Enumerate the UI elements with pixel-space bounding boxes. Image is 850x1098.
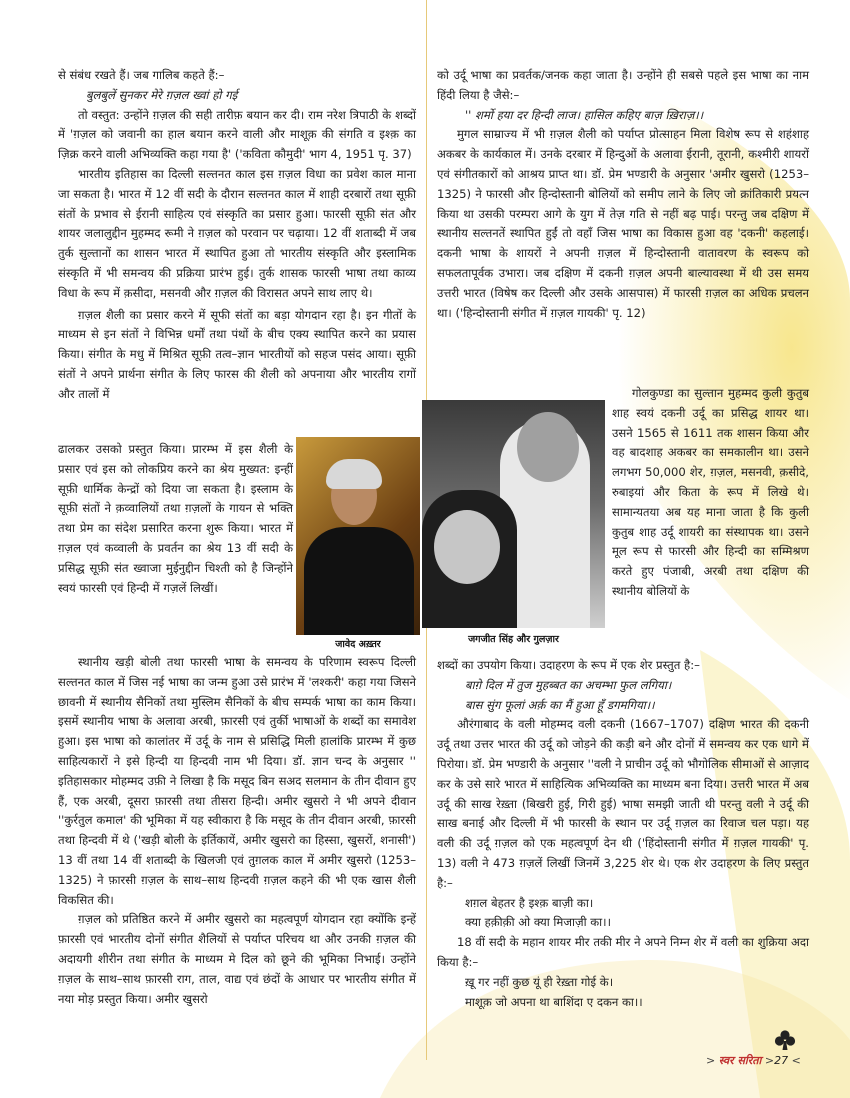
photo-hair xyxy=(326,459,382,489)
right-paragraph-3: गोलकुण्डा का सुल्तान मुहम्मद कुली कुतुब शाह स्वयं दकनी उर्दू का प्रसिद्ध शायर था। उसने 1565 से 1611 तक शासन किया और वह बादशाह अकबर का समकालीन था। उसने लगभग 50,000 शेर, ग़ज़ल, मसनवी, क़सीदे, रुबाइयां और किता के रूप में लिखे थे। सामान्यतया अब यह माना जाता है कि कुली कुतुब शाह उर्दू शायरी का संस्थापक था। उसने मूल रूप से फारसी और हिन्दी का सम्मिश्रण करते हुए पंजाबी, अरबी तथा दक्षिण की स्थानीय बोलियों के xyxy=(612,386,809,598)
right-column-narrow xyxy=(612,384,809,602)
photo-caption-gulzar: जगजीत सिंह और गुलज़ार xyxy=(468,634,559,645)
footer-separator: > xyxy=(761,1054,775,1067)
page-number: 27 xyxy=(774,1054,789,1067)
left-paragraph-4: ग़ज़ल शैली का प्रसार करने में सूफी संतों का बड़ा योगदान रहा है। इन गीतों के माध्यम से इन संतों ने विभिन्न धर्मों तथा पंथों के बीच एक्य स्थापित करने का प्रयास किया। संगीत के मधु में मिश्रित सूफ़ी तत्व–ज्ञान भारतीयों को सहज पसंद आया। सूफ़ी संतों ने अपने प्रार्थना संगीत के लिए फारस की शैली को अपनाया और भारतीय रागों और तालों में xyxy=(58,307,416,401)
right-paragraph-3b: शब्दों का उपयोग किया। उदाहरण के रूप में एक शेर प्रस्तुत है:– xyxy=(437,658,700,672)
left-paragraph-5: स्थानीय खड़ी बोली तथा फारसी भाषा के समन्वय के परिणाम स्वरूप दिल्ली सल्तनत काल में जिस नई भाषा का जन्म हुआ उसे प्रारंभ में 'लश्करी' कहा गया जिसने छावनी में स्थानीय सैनिकों तथा मुस्लिम सैनिकों के बीच सम्पर्क भाषा का काम किया। इसमें स्थानीय भाषा के अलावा अरबी, फ़ारसी एवं तुर्की भाषाओं के शब्दों का समावेश हुआ। इस भाषा को कालांतर में उर्दू के नाम से प्रसिद्धि मिली हालांकि प्रारम्भ में कुछ साहित्यकारों ने इसे हिन्दी या हिन्दवी नाम भी दिया। डॉ. ज्ञान चन्द के अनुसार '' इतिहासकार मोहम्मद उफ़ी ने लिखा है कि मसूद बिन सअद सलमान के तीन दीवान हुए हैं, एक अरबी, दूसरा फ़ारसी तथा तीसरा हिन्दी। अमीर खुसरो ने भी अपने दीवान ''कुर्रतुल कमाल' की भूमिका में यह स्वीकारा है कि मसूद के तीन दीवान अरबी, फ़ारसी तथा हिन्दवी में थे ('खड़ी बोली के इर्तिकायें, अमीर खुसरो का हिस्सा, खुसरों, शनासी') 13 वीं तथा 14 वीं शताब्दी के खिलजी एवं तुग़लक काल में अमीर खुसरो (1253–1325) ने फ़ारसी ग़ज़ल के साथ–साथ हिन्दवी ग़ज़ल कहने की भी एक खास शैली विकसित की। xyxy=(58,655,416,907)
right-column-top xyxy=(437,66,809,323)
left-paragraph-3: भारतीय इतिहास का दिल्ली सल्तनत काल इस ग़ज़ल विधा का प्रवेश काल माना जा सकता है। भारत में 12 वीं सदी के दौरान सल्तनत काल में शाही दरबारों तथा सूफ़ी संतों के प्रभाव से ईरानी साहित्य एवं संस्कृति का प्रसार हुआ। फारसी सूफ़ी संत और शायर जलालुद्दीन मुहम्मद रूमी ने ग़ज़ल को परवान पर चढ़ाया। 12 वीं शताब्दी में जब तुर्क सुल्तानों का शासन भारत में स्थापित हुआ तो भारतीय संस्कृति और इस्लामिक संस्कृति में भी समन्वय की प्रक्रिया प्रारंभ हुई। तुर्क शासक फारसी भाषा तथा काव्य विधा के रूप में क़सीदा, मसनवी और ग़ज़ल की विरासत अपने साथ लाए थे। xyxy=(58,166,416,300)
photo-caption-javed: जावेद अख़्तर xyxy=(335,639,381,650)
left-paragraph-2: तो वस्तुत: उन्होंने ग़ज़ल की सही तारीफ़ बयान कर दी। राम नरेश त्रिपाठी के शब्दों में 'ग़ज़ल को जवानी का हाल बयान करने वाली और माशूक़ की संगति व इश्क़ का ज़िक्र करने वाली अभिव्यक्ति कहा गया है' ('कविता कौमुदी' भाग 4, 1951 पृ. 37) xyxy=(58,107,416,162)
club-icon xyxy=(774,1029,796,1051)
photo-figure xyxy=(304,527,414,635)
footer-suffix: < xyxy=(788,1054,801,1067)
right-paragraph-4: औरंगाबाद के वली मोहम्मद वली दकनी (1667–1707) दक्षिण भारत की दकनी उर्दू तथा उत्तर भारत की उर्दू को जोड़ने की कड़ी बने और दोनों में समन्वय कर एक धागे में पिरोया। डॉ. प्रेम भण्डारी के अनुसार ''वली ने प्राचीन उर्दू को भौगोलिक सीमाओं से आज़ाद कर के उसे सारे भारत में साहित्यिक अभिव्यक्ति का माध्यम बना दिया। उत्तरी भारत में अब उर्दू की साख रेख़्ता (बिखरी हुई, गिरी हुई) भाषा समझी जाती थी परन्तु वली ने उर्दू की साख बनाई और दिल्ली में भी फारसी के स्थान पर उर्दू ग़ज़ल का रिवाज चल पड़ा। यह वली की उर्दू ग़ज़ल को एक महत्वपूर्ण देन थी ('हिंदोस्तानी संगीत में ग़ज़ल गायकी' पृ. 13) वली ने 473 ग़ज़लें लिखीं जिनमें 3,225 शेर थे। एक शेर उदाहरण के लिए प्रस्तुत है:– xyxy=(437,717,809,890)
right-verse-3a: ख़ू गर नहीं कुछ यूं ही रेख़्ता गोई के। xyxy=(465,974,614,989)
right-verse-1a: बाग़े दिल में तुज मुहब्बत का अचम्भा फुल लगिया। xyxy=(465,677,672,692)
photo-jagjit-gulzar xyxy=(422,400,605,628)
right-column-bottom xyxy=(437,656,809,1012)
photo-face-2 xyxy=(434,510,500,584)
photo-javed-akhtar xyxy=(296,437,420,635)
right-quote-1: '' शर्मो हया दर हिन्दी लाज। हासिल कहिए बाज़ ख़िराज़।। xyxy=(465,107,704,122)
right-paragraph-5: 18 वीं सदी के महान शायर मीर तकी मीर ने अपने निम्न शेर में वली का शुक्रिया अदा किया है:– xyxy=(437,935,809,969)
right-verse-2b: क्या हक़ीक़ी ओ क्या मिजाज़ी का।। xyxy=(465,915,611,930)
footer-brand: स्वर सरिता xyxy=(718,1054,762,1067)
right-verse-3b: माशूक़ जो अपना था बाशिंदा ए दकन का।। xyxy=(465,994,643,1009)
left-paragraph-6: ग़ज़ल को प्रतिष्ठित करने में अमीर खुसरो का महत्वपूर्ण योगदान रहा क्योंकि इन्हें फ़ारसी एवं भारतीय दोनों संगीत शैलियों से पर्याप्त परिचय था और उनकी ग़ज़ल की अदायगी शीरीन तथा संगीत के माध्यम मे दिल को छूने की भूमिका निभाई। उन्होंने ग़ज़ल के साथ–साथ फ़ारसी राग, ताल, वाद्य एवं छंदों के आधार पर भारतीय संगीत में नया मोड़ प्रस्तुत किया। अमीर खुसरो xyxy=(58,912,416,1006)
left-quote-1: बुलबुलें सुनकर मेरे ग़ज़ल ख्वां हो गई xyxy=(86,87,238,102)
left-column-narrow xyxy=(58,440,293,598)
left-column-top xyxy=(58,66,416,405)
right-verse-1b: बास सुंग फूलां अर्क़ का मैं हुआ हूँ डगमगिया।। xyxy=(465,697,655,712)
left-column-bottom xyxy=(58,653,416,1009)
footer-prefix: > xyxy=(706,1054,719,1067)
left-paragraph-1: से संबंध रखते हैं। जब गालिब कहते हैं:– xyxy=(58,68,225,82)
right-verse-2a: शग़ल बेहतर है इश्क़ बाज़ी का। xyxy=(465,895,594,910)
right-paragraph-2: मुगल साम्राज्य में भी ग़ज़ल शैली को पर्याप्त प्रोत्साहन मिला विशेष रूप से शहंशाह अकबर के कार्यकाल में। उनके दरबार में हिन्दुओं के अलावा ईरानी, तूरानी, कश्मीरी शायरों एवं संगीतकारों को आश्रय प्राप्त था। डॉ. प्रेम भण्डारी के अनुसार 'अमीर खुसरो (1253–1325) ने फारसी और हिन्दोस्तानी बोलियों को समीप लाने के लिए जो क्रांतिकारी प्रयत्न किया था उसकी परम्परा आगे के युग में तेज़ गति से नहीं बढ़ पाई। परन्तु जब दक्षिण में स्थानीय सल्तनतें स्थापित हुईं तो वहाँ जिस भाषा का विकास हुआ वह 'दकनी' कहलाई। दकनी भाषा के शायरों ने अपनी ग़ज़ल में हिन्दोस्तानी वातावरण के स्वरूप को सफलतापूर्वक उभारा। जब दक्षिण में दकनी ग़ज़ल अपनी बाल्यावस्था में थी उस समय उत्तरी भारत (विषेष कर दिल्ली और उसके आसपास) में फारसी ग़ज़ल का अधिक प्रचलन था। ('हिन्दोस्तानी संगीत में ग़ज़ल गायकी' पृ. 12) xyxy=(437,127,809,320)
photo-face-1 xyxy=(517,412,579,482)
page-footer xyxy=(706,1053,801,1068)
right-paragraph-1: को उर्दू भाषा का प्रवर्तक/जनक कहा जाता है। उन्होंने ही सबसे पहले इस भाषा का नाम हिंदी लिया है जैसे:– xyxy=(437,68,809,102)
left-paragraph-4b: ढालकर उसको प्रस्तुत किया। प्रारम्भ में इस शैली के प्रसार एवं इस को लोकप्रिय करने का श्रेय मुख्यत: इन्हीं सूफ़ी धार्मिक केन्द्रों को दिया जा सकता है। इस्लाम के सूफ़ी संतों ने क़व्वालियों तथा ग़ज़लों के गायन से भक्ति तथा प्रेम का संदेश प्रसारित करना शुरू किया। भारत में ग़ज़ल एवं कव्वाली के प्रवर्तन का श्रेय 13 वीं सदी के प्रसिद्ध सूफ़ी संत ख्वाजा मुईनुद्दीन चिश्ती को है जिन्होंने स्वयं फारसी एवं हिन्दी में गज़लें लिखीं। xyxy=(58,442,293,595)
